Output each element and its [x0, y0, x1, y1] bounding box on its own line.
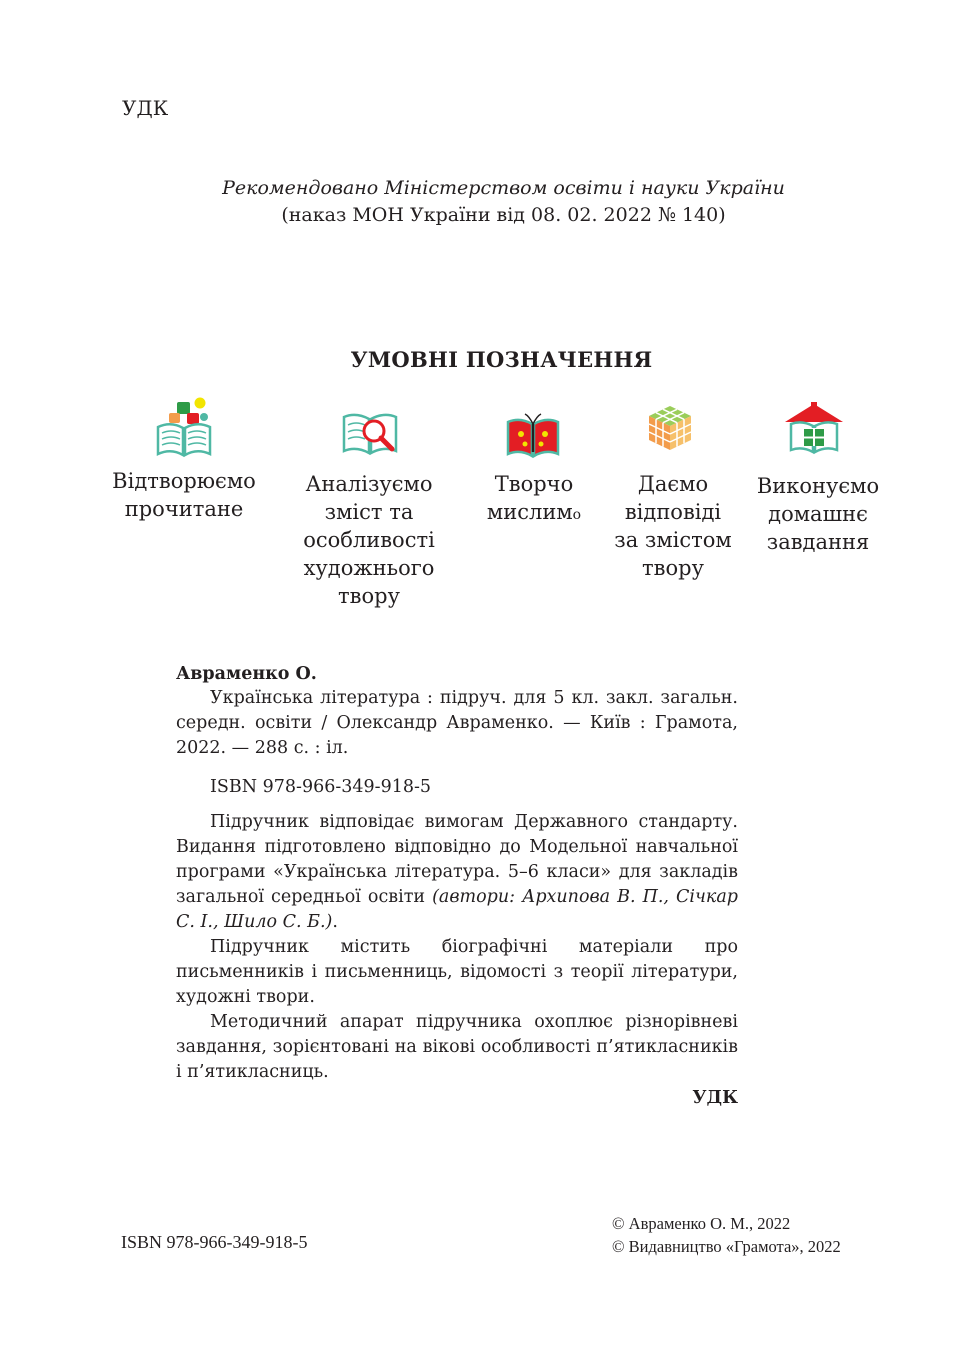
copyright-publisher: © Видавництво «Грамота», 2022: [612, 1237, 841, 1256]
bib-annotation: [176, 810, 738, 1085]
legend-label-answer: Даємо відповіді за змістом твору: [614, 472, 732, 580]
bib-isbn: ISBN 978-966-349-918-5: [210, 777, 432, 797]
house-book-icon: [783, 402, 845, 460]
udk-label-right: УДК: [692, 1088, 738, 1108]
footer-isbn: ISBN 978-966-349-918-5: [121, 1232, 308, 1252]
open-book-colored-squares-icon: [154, 397, 214, 459]
copyright-author: © Авраменко О. М., 2022: [612, 1214, 791, 1233]
recommendation-block: [0, 175, 963, 229]
udk-label-top: УДК: [122, 96, 169, 120]
open-book-butterfly-icon: [505, 412, 561, 460]
legend-label-analyze: Аналізуємо зміст та особливості художнього твору: [303, 472, 435, 608]
open-book-magnifier-icon: [341, 411, 399, 459]
copyright-block: [612, 1212, 841, 1258]
bib-description: Українська література : підруч. для 5 кл. закл. загальн. середн. освіти / Олександр Авраменко. — Київ : Грамота, 2022. — 288 с. : іл.: [176, 688, 738, 758]
annotation-paragraph-3: Методичний апарат підручника охоплює різнорівневі завдання, зорієнтовані на вікові особливості п’ятикласників і п’ятикласниць.: [176, 1012, 738, 1082]
legend-label-reproduce: Відтворюємо прочитане: [112, 469, 256, 521]
legend-label-homework: Виконуємо домашнє завдання: [756, 474, 880, 554]
legend-title: УМОВНІ ПОЗНАЧЕННЯ: [350, 347, 653, 372]
order-line: (наказ МОН України від 08. 02. 2022 № 140): [281, 204, 726, 226]
rubiks-cube-icon: [647, 404, 693, 452]
annotation-paragraph-2: Підручник містить біографічні матеріали про письменників і письменниць, відомості з теорії літератури, художні твори.: [176, 937, 738, 1007]
legend-label-creative: Творчо мислимо: [486, 472, 582, 524]
bib-author: Авраменко О.: [176, 664, 317, 684]
recommendation-line: Рекомендовано Міністерством освіти і науки України: [222, 177, 785, 199]
annotation-paragraph-1: Підручник відповідає вимогам Державного стандарту. Видання підготовлено відповідно до Модельної навчальної програми «Українська література. 5–6 класи» для закладів загальної середньої освіти (автори: Архипова В. П., Січкар С. І., Шило С. Б.).: [176, 812, 738, 932]
